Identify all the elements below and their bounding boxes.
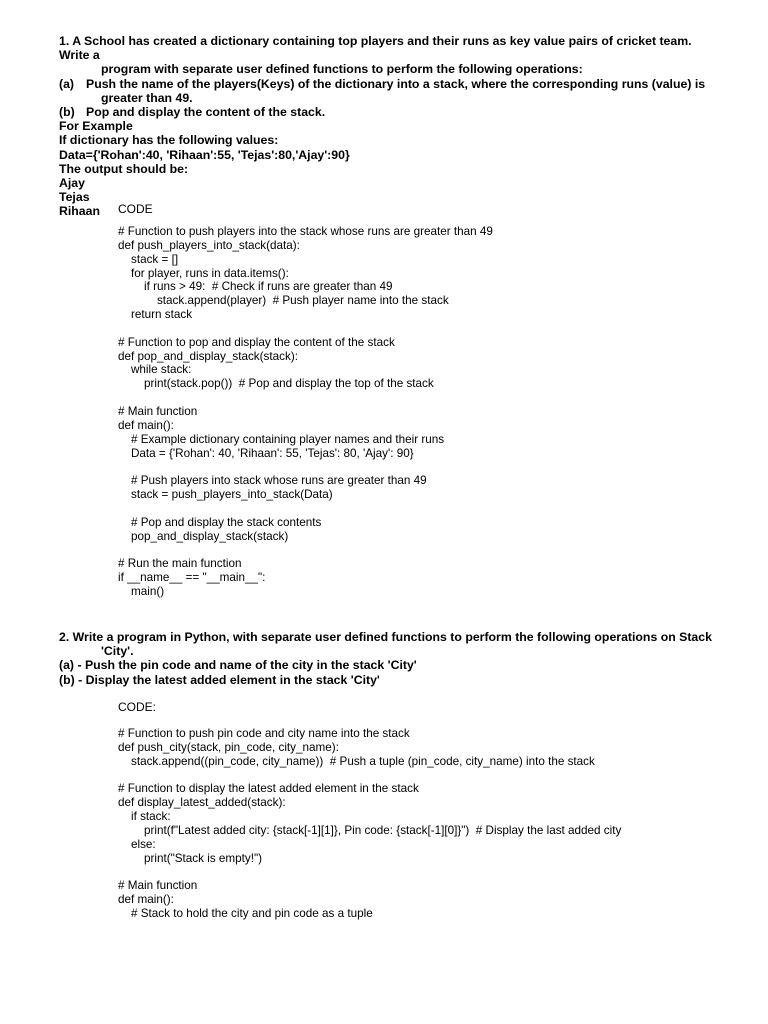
code-line: stack.append(player) # Push player name into the stack xyxy=(118,294,449,308)
code-line: def pop_and_display_stack(stack): xyxy=(118,349,298,363)
code-line xyxy=(118,502,493,516)
data-line: Data={'Rohan':40, 'Rihaan':55, 'Tejas':80,'Ajay':90} xyxy=(59,147,350,162)
code-line: stack.append((pin_code, city_name)) # Push a tuple (pin_code, city_name) into the stack xyxy=(118,754,595,768)
code-label-2: CODE: xyxy=(118,700,157,714)
dictionary-heading: If dictionary has the following values: xyxy=(59,133,279,148)
code-line: while stack: xyxy=(118,363,192,377)
code-line: # Main function xyxy=(118,879,198,893)
code-line: if __name__ == "__main__": xyxy=(118,571,266,585)
code-line: stack = [] xyxy=(118,252,179,266)
code-line: if runs > 49: # Check if runs are greater than 49 xyxy=(118,280,393,294)
question-2-part-b: (b) - Display the latest added element in the stack 'City' xyxy=(59,672,380,687)
code-line: stack = push_players_into_stack(Data) xyxy=(118,488,333,502)
part-b-text: Pop and display the content of the stack. xyxy=(86,105,326,120)
code-line xyxy=(118,391,493,405)
code-line xyxy=(118,769,621,783)
code-line: def main(): xyxy=(118,418,174,432)
code-line xyxy=(118,460,493,474)
code-line: # Function to pop and display the content of the stack xyxy=(118,335,395,349)
code-line: def push_city(stack, pin_code, city_name): xyxy=(118,740,339,754)
code-line: Data = {'Rohan': 40, 'Rihaan': 55, 'Tejas': 80, 'Ajay': 90} xyxy=(118,446,414,460)
code-line: print("Stack is empty!") xyxy=(118,851,263,865)
code-line: def display_latest_added(stack): xyxy=(118,796,286,810)
part-a-text: Push the name of the players(Keys) of the dictionary into a stack, where the corresponding runs (value) is xyxy=(86,76,706,91)
code-line: else: xyxy=(118,837,156,851)
code-line: # Example dictionary containing player names and their runs xyxy=(118,432,445,446)
question-1-part-b xyxy=(59,105,719,119)
code-block-1 xyxy=(118,225,493,599)
question-2-text: 2. Write a program in Python, with separate user defined functions to perform the following operations on Stack xyxy=(59,630,712,644)
code-line: # Main function xyxy=(118,404,198,418)
part-b-tag: (b) xyxy=(59,105,75,120)
code-line: main() xyxy=(118,584,165,598)
code-line: # Pop and display the stack contents xyxy=(118,515,322,529)
code-block-2 xyxy=(118,727,621,921)
question-1-text: 1. A School has created a dictionary containing top players and their runs as key value pairs of cricket team. Write a xyxy=(59,34,692,63)
code-line: # Run the main function xyxy=(118,557,242,571)
output-line: Ajay xyxy=(59,176,85,191)
output-line: Rihaan xyxy=(59,204,100,219)
example-heading: For Example xyxy=(59,119,133,134)
question-2-part-a: (a) - Push the pin code and name of the city in the stack 'City' xyxy=(59,658,417,673)
question-2-text-cont: 'City'. xyxy=(101,644,134,659)
code-line: print(stack.pop()) # Pop and display the top of the stack xyxy=(118,377,434,391)
output-heading: The output should be: xyxy=(59,161,189,176)
code-line xyxy=(118,543,493,557)
question-1 xyxy=(59,34,719,219)
code-line: # Function to push pin code and city name into the stack xyxy=(118,727,410,740)
part-a-tag: (a) xyxy=(59,76,75,91)
code-line xyxy=(118,322,493,336)
question-1-part-a xyxy=(59,77,719,91)
code-line xyxy=(118,865,621,879)
code-label-1: CODE xyxy=(118,202,153,216)
code-line: pop_and_display_stack(stack) xyxy=(118,529,289,543)
code-line: # Stack to hold the city and pin code as a tuple xyxy=(118,906,373,920)
question-2 xyxy=(59,630,719,687)
code-line: if stack: xyxy=(118,810,171,824)
output-line: Tejas xyxy=(59,190,90,205)
code-line: def main(): xyxy=(118,893,174,907)
question-1-text-cont: program with separate user defined functions to perform the following operations: xyxy=(101,62,583,77)
code-line: # Function to push players into the stack whose runs are greater than 49 xyxy=(118,225,493,238)
part-a-text-cont: greater than 49. xyxy=(101,90,193,105)
code-line: def push_players_into_stack(data): xyxy=(118,238,300,252)
code-line: # Push players into stack whose runs are greater than 49 xyxy=(118,474,427,488)
code-line: return stack xyxy=(118,308,193,322)
code-line: # Function to display the latest added element in the stack xyxy=(118,782,419,796)
code-line: print(f"Latest added city: {stack[-1][1]}, Pin code: {stack[-1][0]}") # Display the last added city xyxy=(118,823,622,837)
code-line: for player, runs in data.items(): xyxy=(118,266,289,280)
